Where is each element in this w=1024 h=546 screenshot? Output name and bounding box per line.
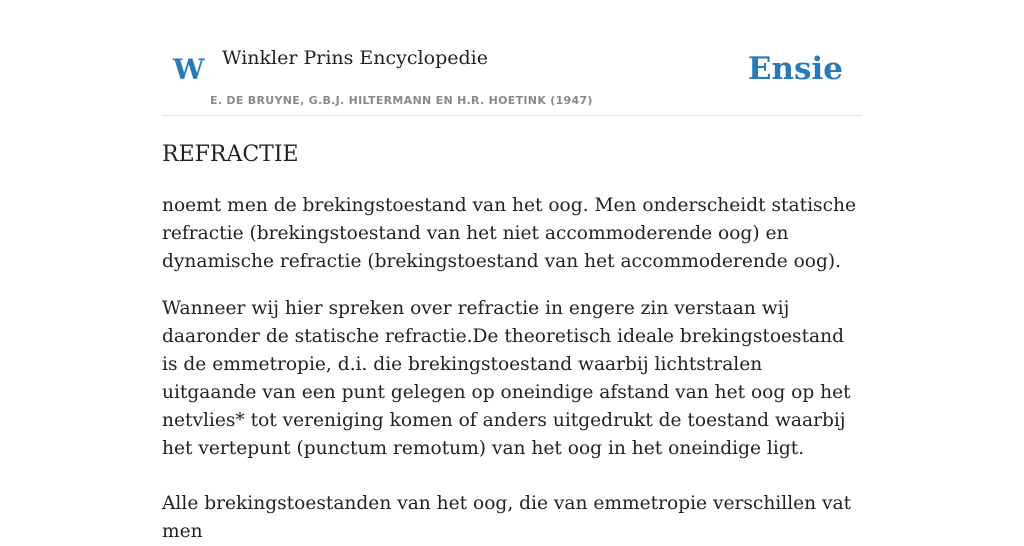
- article-title: REFRACTIE: [162, 142, 299, 167]
- article-paragraph: Alle brekingstoestanden van het oog, die van emmetropie verschillen vat men: [162, 493, 852, 542]
- site-title[interactable]: Winkler Prins Encyclopedie: [222, 47, 488, 69]
- ensie-logo[interactable]: Ensie: [747, 51, 843, 87]
- site-header: [162, 0, 862, 116]
- article-paragraph: Wanneer wij hier spreken over refractie in engere zin verstaan wij daaronder de statische refractie.De theoretisch ideale brekingstoestand is de emmetropie, d.i. die brekingstoestand waarbij lichtstralen uitgaande van een punt gelegen op oneindige afstand van het oog op het netvlies* tot vereniging komen of anders uitgedrukt de toestand waarbij het vertepunt (punctum remotum) van het oog in het oneindige ligt.: [162, 298, 851, 459]
- authors-line: E. DE BRUYNE, G.B.J. HILTERMANN EN H.R. HOETINK (1947): [210, 94, 593, 107]
- article-paragraph: noemt men de brekingstoestand van het oog. Men onderscheidt statische refractie (brekingstoestand van het niet accommoderende oog) en dynamische refractie (brekingstoestand van het accommoderende oog).: [162, 195, 856, 272]
- page-container: [162, 0, 862, 542]
- winkler-prins-logo[interactable]: W: [173, 53, 205, 86]
